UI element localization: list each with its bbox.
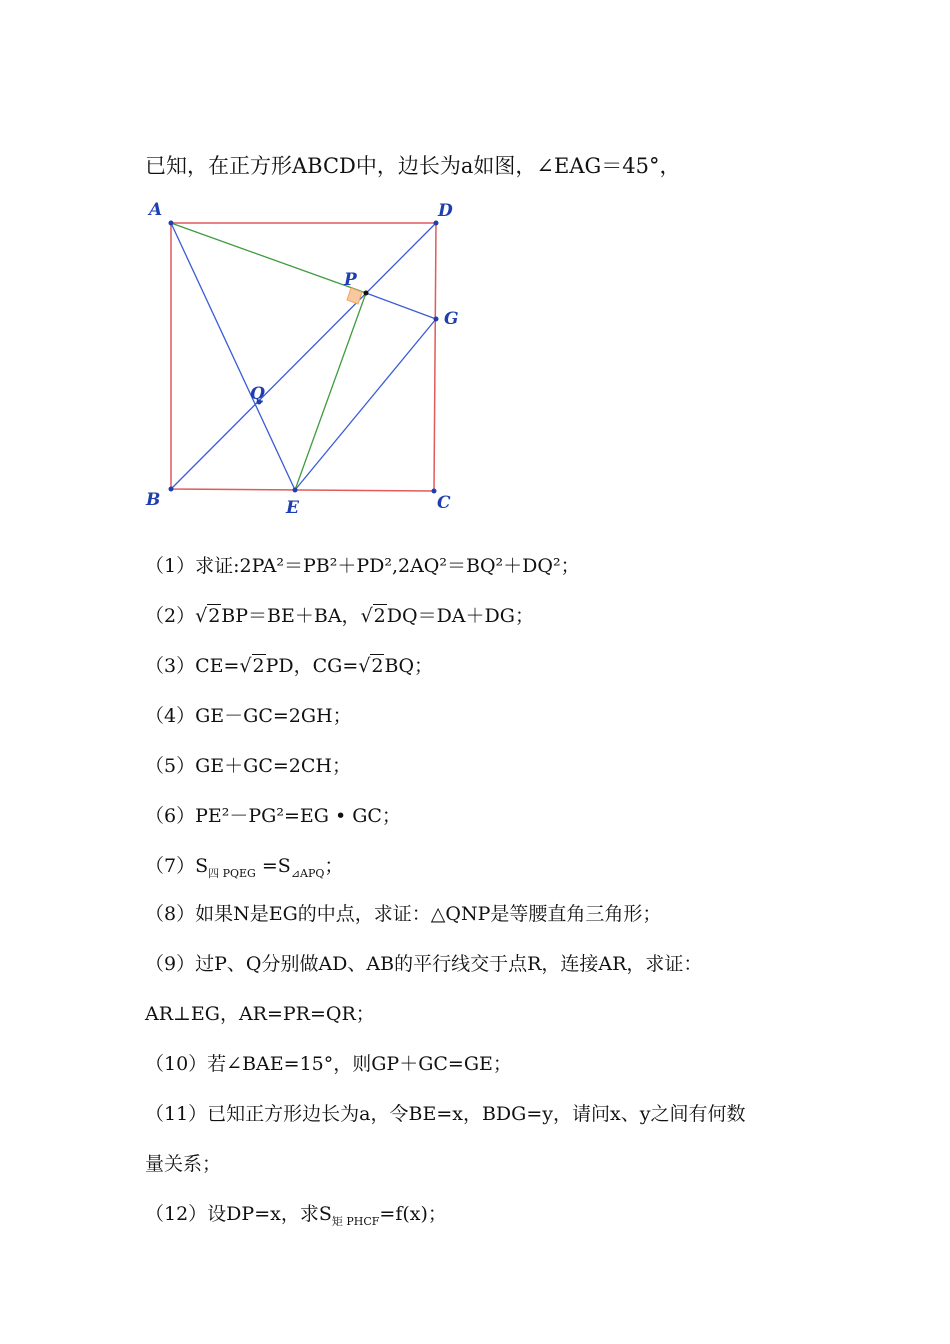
- q2-prefix: （2）: [145, 605, 196, 627]
- q7-tail: ；: [324, 855, 344, 877]
- question-9: （9）过P、Q分别做AD、AB的平行线交于点R，连接AR，求证：: [145, 953, 703, 975]
- segment-eg: [295, 319, 436, 490]
- q3-prefix: （3）CE=: [145, 655, 240, 677]
- point-e: [293, 488, 298, 493]
- question-1: （1）求证:2PA²＝PB²＋PD²,2AQ²＝BQ²＋DQ²；: [145, 555, 580, 577]
- diagonal-bd: [171, 223, 436, 489]
- sqrt-symbol: √2: [239, 655, 265, 677]
- label-e: E: [286, 498, 299, 518]
- q7-sub2: ⊿APQ: [290, 866, 325, 880]
- question-5: （5）GE＋GC=2CH；: [145, 755, 351, 777]
- question-7: [145, 851, 343, 881]
- label-b: B: [146, 490, 161, 510]
- question-3: [145, 651, 433, 678]
- sqrt-symbol: √2: [358, 655, 384, 677]
- segment-pe: [295, 293, 366, 490]
- segment-ap: [171, 223, 366, 293]
- segment-ae: [171, 223, 295, 490]
- label-c: C: [437, 493, 451, 513]
- label-g: G: [444, 309, 459, 329]
- label-d: D: [438, 201, 453, 221]
- question-9-continued: AR⊥EG，AR=PR=QR；: [145, 1003, 375, 1025]
- q12-sub: 矩 PHCF: [331, 1214, 380, 1228]
- question-2: [145, 601, 534, 628]
- sqrt-radicand: 2: [208, 605, 221, 627]
- point-p: [364, 291, 369, 296]
- question-4: （4）GE－GC=2GH；: [145, 705, 352, 727]
- q7-mid: =S: [255, 855, 291, 877]
- question-6: （6）PE²－PG²=EG • GC；: [145, 805, 401, 827]
- point-d: [434, 221, 439, 226]
- question-11-continued: 量关系；: [145, 1153, 222, 1175]
- point-b: [169, 487, 174, 492]
- sqrt-radicand: 2: [252, 655, 265, 677]
- segment-pg: [366, 293, 436, 319]
- q7-prefix: （7）S: [145, 855, 209, 877]
- question-11: （11）已知正方形边长为a，令BE=x，BDG=y，请问x、y之间有何数: [145, 1103, 746, 1125]
- question-12: [145, 1199, 447, 1229]
- label-a: A: [149, 200, 163, 220]
- sqrt-symbol: √2: [360, 605, 386, 627]
- q2-tail: DQ＝DA＋DG；: [386, 605, 534, 627]
- q3-mid: PD，CG=: [265, 655, 359, 677]
- question-10: （10）若∠BAE=15°，则GP＋GC=GE；: [145, 1053, 512, 1075]
- point-c: [432, 489, 437, 494]
- geometry-figure: [140, 195, 480, 525]
- question-8: （8）如果N是EG的中点，求证：△QNP是等腰直角三角形；: [145, 903, 662, 925]
- sqrt-radicand: 2: [373, 605, 386, 627]
- label-p: P: [344, 270, 357, 290]
- q7-sub1: 四 PQEG: [208, 866, 256, 880]
- q12-tail: =f(x)；: [379, 1203, 447, 1225]
- point-a: [169, 221, 174, 226]
- label-q: Q: [250, 384, 265, 404]
- q12-prefix: （12）设DP=x，求S: [145, 1203, 332, 1225]
- problem-intro: 已知，在正方形ABCD中，边长为a如图，∠EAG＝45°，: [145, 154, 681, 178]
- q2-mid: BP＝BE＋BA，: [221, 605, 361, 627]
- sqrt-symbol: √2: [195, 605, 221, 627]
- q3-tail: BQ；: [384, 655, 434, 677]
- sqrt-radicand: 2: [371, 655, 384, 677]
- point-g: [434, 317, 439, 322]
